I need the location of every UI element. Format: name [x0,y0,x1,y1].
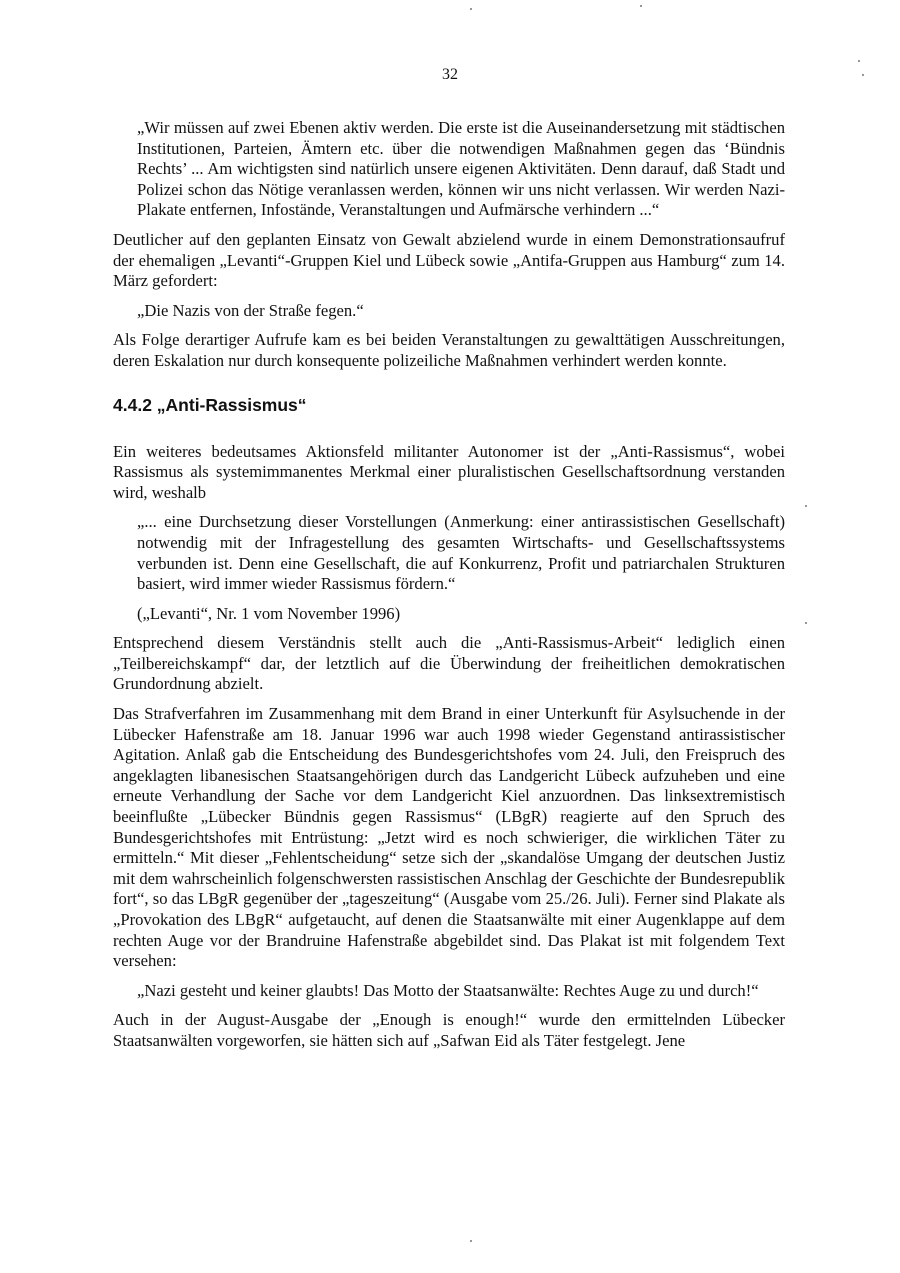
page-number: 32 [442,66,458,83]
paragraph: Ein weiteres bedeutsames Aktionsfeld militanter Autonomer ist der „Anti-Rassismus“, wobei Rassismus als systemimmanentes Merkmal einer pluralistischen Gesellschaftsordnung verstanden wird, weshalb [113,441,785,502]
quote-block: „Die Nazis von der Straße fegen.“ [137,300,364,320]
scan-speck [858,60,860,62]
paragraph: Entsprechend diesem Verständnis stellt auch die „Anti-Rassismus-Arbeit“ lediglich einen „Teilbereichskampf“ dar, der letztlich auf die Überwindung der freiheitlichen demokratischen Grundordnung abzielt. [113,633,785,694]
scan-speck [470,8,472,10]
quote-block: „Nazi gesteht und keiner glaubts! Das Motto der Staatsanwälte: Rechtes Auge zu und durch!“ [137,980,759,1000]
scan-speck [862,74,864,76]
scan-speck [640,5,642,7]
paragraph: Als Folge derartiger Aufrufe kam es bei beiden Veranstaltungen zu gewalttätigen Ausschreitungen, deren Eskalation nur durch konsequente polizeiliche Maßnahmen verhindert werden konnte. [113,330,785,370]
quote-citation: („Levanti“, Nr. 1 vom November 1996) [137,603,401,623]
quote-block: „... eine Durchsetzung dieser Vorstellungen (Anmerkung: einer antirassistischen Gesellschaft) notwendig mit der Infragestellung des gesamten Wirtschafts- und Gesellschaftssystems verbunden ist. Denn eine Gesellschaft, die auf Konkurrenz, Profit und patriarchalen Strukturen basiert, wird immer wieder Rassismus fördern.“ [137,512,785,594]
paragraph: Auch in der August-Ausgabe der „Enough is enough!“ wurde den ermittelnden Lübecker Staatsanwälten vorgeworfen, sie hätten sich auf „Safwan Eid als Täter festgelegt. Jene [113,1010,785,1050]
document-body [113,118,785,1052]
paragraph: Deutlicher auf den geplanten Einsatz von Gewalt abzielend wurde in einem Demonstrationsaufruf der ehemaligen „Levanti“-Gruppen Kiel und Lübeck sowie „Antifa-Gruppen aus Hamburg“ zum 14. März gefordert: [113,229,785,291]
paragraph: Das Strafverfahren im Zusammenhang mit dem Brand in einer Unterkunft für Asylsuchende in der Lübecker Hafenstraße am 18. Januar 1996 war auch 1998 wieder Gegenstand antirassistischer Agitation. Anlaß gab die Entscheidung des Bundesgerichtshofes vom 24. Juli, den Freispruch des angeklagten libanesischen Staatsangehörigen durch das Landgericht Lübeck aufzuheben und eine erneute Verhandlung der Sache vor dem Landgericht Kiel anzuordnen. Das linksextremistisch beeinflußte „Lübecker Bündnis gegen Rassismus“ (LBgR) reagierte auf den Spruch des Bundesgerichtshofes mit Entrüstung: „Jetzt wird es noch schwieriger, die wirklichen Täter zu ermitteln.“ Mit dieser „Fehlentscheidung“ setze sich der „skandalöse Umgang der deutschen Justiz mit dem wahrscheinlich folgenschwersten rassistischen Anschlag der Geschichte der Bundesrepublik fort“, so das LBgR gegenüber der „tageszeitung“ (Ausgabe vom 25./26. Juli). Ferner sind Plakate als „Provokation des LBgR“ aufgetaucht, auf denen die Staatsanwälte mit einer Augenklappe auf dem rechten Auge vor der Brandruine Hafenstraße abgebildet sind. Das Plakat ist mit folgendem Text versehen: [113,704,785,971]
scan-speck [805,622,807,624]
quote-block: „Wir müssen auf zwei Ebenen aktiv werden. Die erste ist die Auseinandersetzung mit städtischen Institutionen, Parteien, Ämtern etc. über die notwendigen Maßnahmen gegen das ‘Bündnis Rechts’ ... Am wichtigsten sind natürlich unsere eigenen Aktivitäten. Denn darauf, daß Stadt und Polizei schon das Nötige veranlassen werden, können wir uns nicht verlassen. Wir werden Nazi-Plakate entfernen, Infostände, Veranstaltungen und Aufmärsche verhindern ...“ [137,118,785,220]
scan-speck [470,1240,472,1242]
section-heading: 4.4.2 „Anti-Rassismus“ [113,394,307,415]
scan-speck [805,505,807,507]
